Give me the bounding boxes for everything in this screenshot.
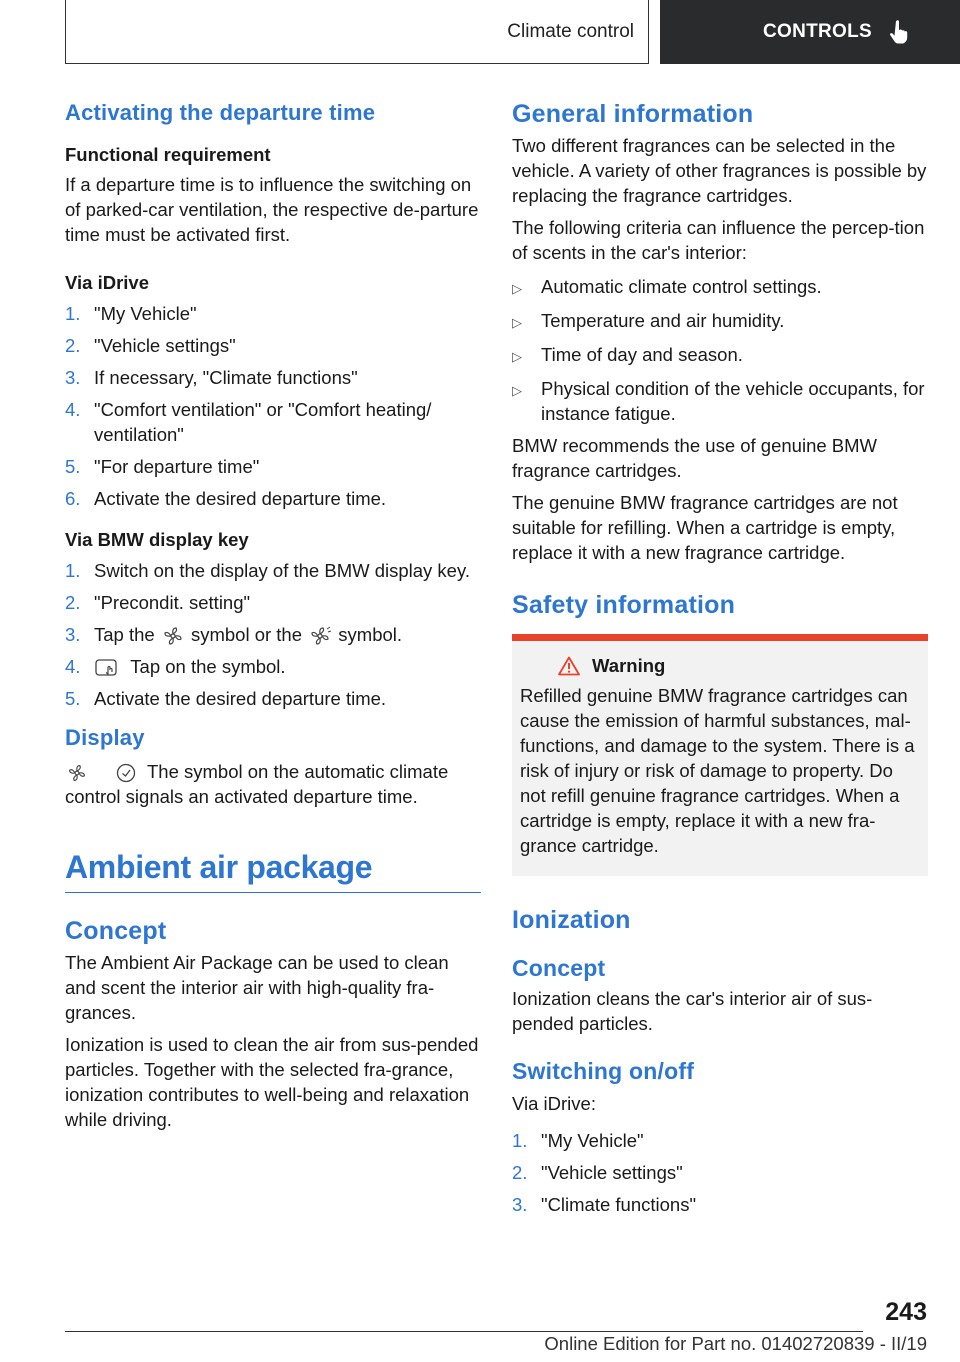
display-key-steps-list (65, 558, 481, 711)
clock-icon (115, 762, 137, 784)
display-key-tap-icon (94, 657, 120, 679)
general-info-heading: General information (512, 100, 754, 128)
concept-paragraph-1: The Ambient Air Package can be used to clean and scent the interior air with high-quality fra-grances. (65, 952, 449, 1024)
list-item: 3. If necessary, "Climate functions" (65, 367, 358, 388)
via-idrive-heading: Via iDrive (65, 272, 149, 293)
footer-edition: Online Edition for Part no. 01402720839 - II/19 (544, 1333, 927, 1354)
page-number: 243 (885, 1298, 927, 1326)
list-item: 4. "Comfort ventilation" or "Comfort heating/ ventilation" (65, 399, 432, 445)
display-text: The symbol on the automatic climate control signals an activated departure time. (65, 761, 449, 808)
warning-title: Warning (592, 655, 666, 676)
header-section-title: Climate control (507, 20, 634, 42)
header-chapter-tab[interactable] (660, 0, 960, 64)
list-item: 3. "Climate functions" (512, 1194, 697, 1215)
switching-text: Via iDrive: (512, 1093, 596, 1114)
list-item: 1. "My Vehicle" (512, 1130, 644, 1151)
list-item: 6. Activate the desired departure time. (65, 488, 387, 509)
list-item: ▷ Physical condition of the vehicle occupants, for instance fatigue. (512, 378, 925, 424)
fan-icon (160, 626, 186, 646)
idrive-steps-list (65, 301, 481, 511)
header-chapter-title: CONTROLS (763, 21, 873, 42)
warning-title-row (520, 655, 920, 677)
concept-paragraph-2: Ionization is used to clean the air from sus-pended particles. Together with the selected fra-grance, ionization contributes to well-being and relaxation while driving. (65, 1034, 479, 1131)
functional-requirement-heading: Functional requirement (65, 144, 271, 165)
fan-icon (65, 763, 89, 783)
ion-concept-heading: Concept (512, 955, 606, 981)
list-item: 3. Tap the symbol or the symbol. (65, 624, 403, 645)
general-paragraph-4: The genuine BMW fragrance cartridges are not suitable for refilling. When a cartridge is empty, replace it with a new fragrance cartridge. (512, 492, 898, 563)
general-paragraph-2: The following criteria can influence the percep-tion of scents in the car's interior: (512, 217, 925, 263)
warning-box (512, 634, 928, 876)
ambient-air-heading: Ambient air package (65, 849, 373, 886)
list-item: 1. "My Vehicle" (65, 303, 197, 324)
switching-heading: Switching on/off (512, 1058, 695, 1084)
ambient-heading-rule (65, 849, 481, 893)
warning-triangle-icon (558, 656, 580, 676)
criteria-list (512, 274, 928, 426)
footer-divider (65, 1331, 863, 1332)
pointing-hand-icon (890, 19, 912, 45)
via-display-key-heading: Via BMW display key (65, 529, 249, 550)
concept-heading: Concept (65, 917, 167, 946)
functional-requirement-text: If a departure time is to influence the switching on of parked-car ventilation, the respective de-parture time must be activated first. (65, 174, 479, 245)
switching-steps-list (512, 1128, 928, 1217)
list-item: 1. Switch on the display of the BMW display key. (65, 560, 470, 581)
fan-heat-icon (307, 626, 333, 646)
list-item: 5. Activate the desired departure time. (65, 688, 387, 710)
safety-heading: Safety information (512, 591, 736, 619)
right-column (512, 100, 928, 1224)
list-item: 5. "For departure time" (65, 456, 260, 477)
list-item: 4. Tap on the symbol. (65, 654, 481, 679)
warning-text: Refilled genuine BMW fragrance cartridges can cause the emission of harmful substances, mal-functions, and damage to the system. There is a risk of injury or risk of damage to property. Do not refill genuine fragrance cartridges. When a cartridge is empty, replace it with a new fra-grance cartridge. (520, 685, 915, 856)
list-item: 2. "Vehicle settings" (65, 335, 236, 356)
left-column (65, 100, 481, 1132)
ionization-heading: Ionization (512, 906, 631, 934)
general-paragraph-3: BMW recommends the use of genuine BMW fragrance cartridges. (512, 435, 878, 481)
display-heading: Display (65, 725, 145, 751)
ion-concept-text: Ionization cleans the car's interior air of sus-pended particles. (512, 988, 873, 1034)
list-item: 2. "Vehicle settings" (512, 1162, 683, 1183)
header-section-tab (65, 0, 649, 64)
list-item: ▷ Time of day and season. (512, 344, 743, 365)
list-item: ▷ Temperature and air humidity. (512, 310, 785, 331)
list-item: 2. "Precondit. setting" (65, 592, 251, 613)
general-paragraph-1: Two different fragrances can be selected in the vehicle. A variety of other fragrances is possible by replacing the fragrance cartridges. (512, 135, 927, 206)
departure-heading: Activating the departure time (65, 100, 376, 125)
list-item: ▷ Automatic climate control settings. (512, 276, 822, 297)
